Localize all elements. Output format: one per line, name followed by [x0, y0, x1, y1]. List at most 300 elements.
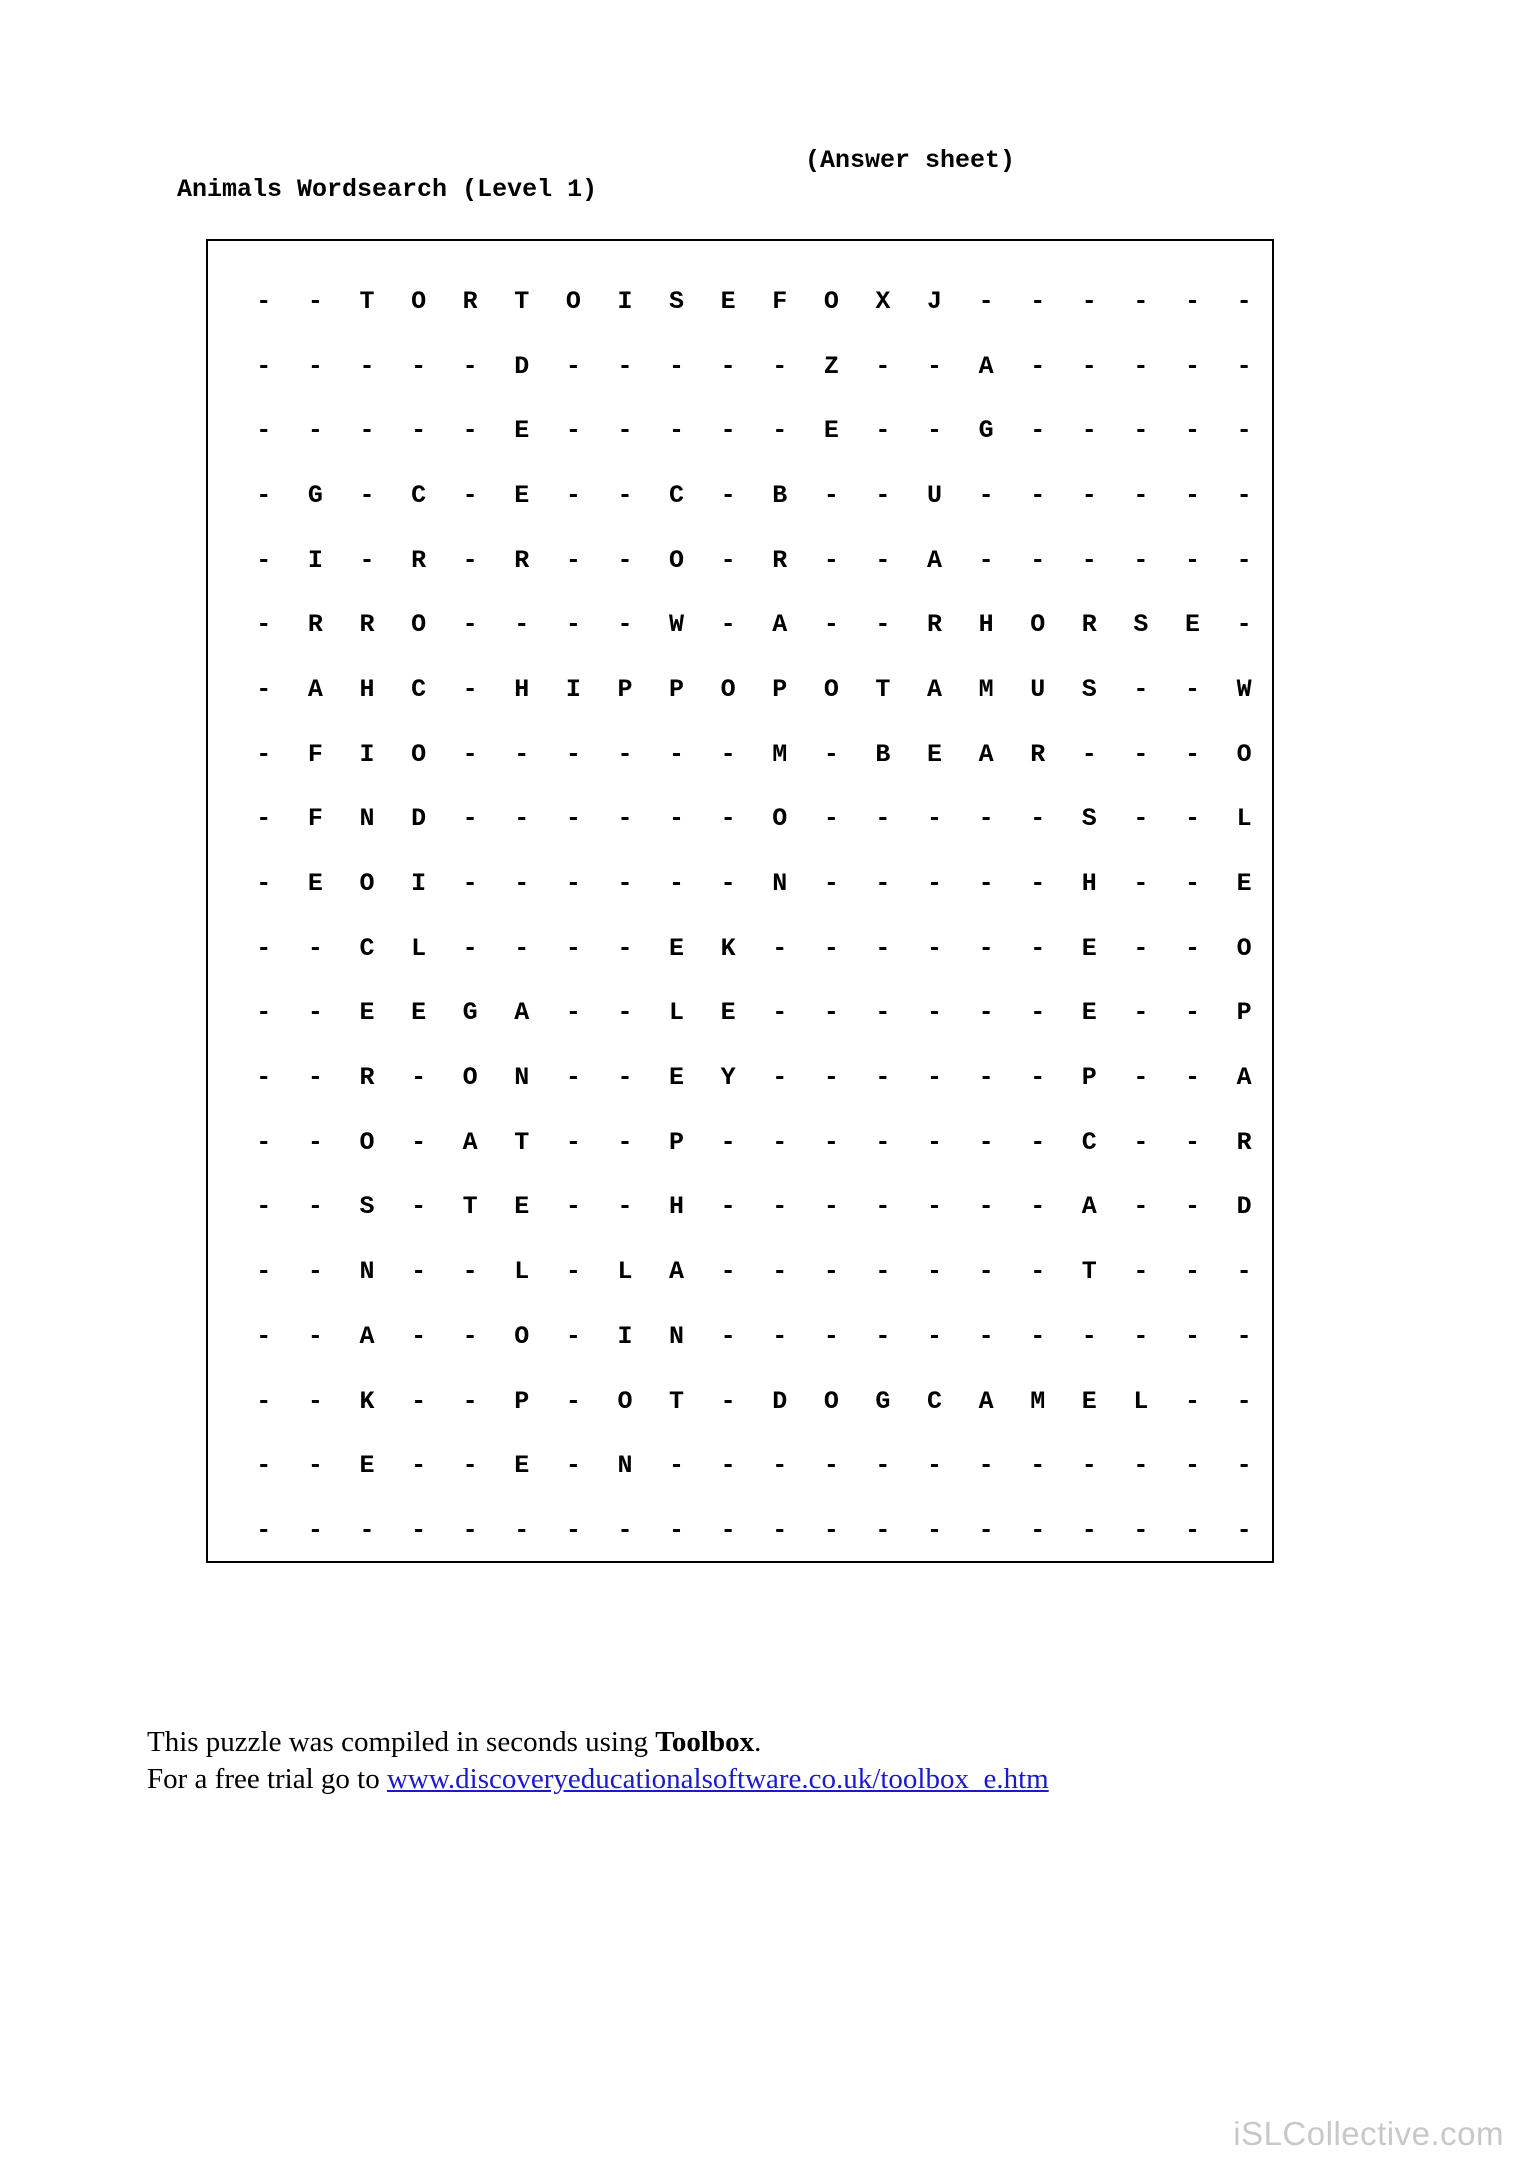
grid-cell: - [1133, 1257, 1149, 1287]
grid-cell: H [1081, 869, 1097, 899]
grid-cell: - [359, 1515, 375, 1545]
grid-cell: - [823, 1257, 839, 1287]
grid-cell: - [1133, 545, 1149, 575]
grid-cell: F [307, 804, 323, 834]
grid-cell: - [256, 1386, 272, 1416]
grid-cell: I [617, 1321, 633, 1351]
grid-cell: A [1236, 1063, 1252, 1093]
grid-cell: - [1030, 804, 1046, 834]
grid-cell: - [823, 1515, 839, 1545]
grid-row [238, 1498, 1270, 1563]
grid-cell: - [256, 998, 272, 1028]
grid-cell: - [1236, 1321, 1252, 1351]
grid-cell: - [1184, 933, 1200, 963]
grid-cell: R [359, 610, 375, 640]
grid-cell: - [1030, 1063, 1046, 1093]
grid-cell: - [1030, 1321, 1046, 1351]
grid-cell: - [1133, 286, 1149, 316]
grid-cell: L [669, 998, 685, 1028]
grid-cell: - [462, 869, 478, 899]
grid-cell: P [772, 674, 788, 704]
grid-cell: - [1184, 480, 1200, 510]
grid-cell: - [307, 1127, 323, 1157]
grid-cell: - [1236, 286, 1252, 316]
grid-cell: - [927, 1063, 943, 1093]
grid-cell: K [359, 1386, 375, 1416]
answer-sheet-label: (Answer sheet) [805, 146, 1016, 175]
grid-row [238, 1045, 1270, 1110]
grid-cell: - [256, 869, 272, 899]
grid-cell: - [875, 545, 891, 575]
grid-cell: E [1081, 1386, 1097, 1416]
grid-cell: - [1133, 739, 1149, 769]
grid-cell: - [1236, 1386, 1252, 1416]
grid-cell: G [462, 998, 478, 1028]
grid-cell: - [669, 804, 685, 834]
grid-cell: - [875, 1451, 891, 1481]
grid-cell: J [927, 286, 943, 316]
grid-cell: - [462, 1515, 478, 1545]
grid-cell: - [978, 1127, 994, 1157]
grid-cell: - [720, 1257, 736, 1287]
toolbox-link[interactable]: www.discoveryeducationalsoftware.co.uk/toolbox_e.htm [386, 1763, 1049, 1795]
grid-row [238, 1433, 1270, 1498]
grid-cell: - [411, 416, 427, 446]
grid-cell: B [772, 480, 788, 510]
grid-cell: - [772, 351, 788, 381]
grid-cell: A [359, 1321, 375, 1351]
grid-cell: M [1030, 1386, 1046, 1416]
grid-cell: - [1030, 869, 1046, 899]
grid-cell: - [772, 933, 788, 963]
grid-cell: - [411, 1386, 427, 1416]
grid-cell: E [669, 1063, 685, 1093]
grid-cell: O [1030, 610, 1046, 640]
grid-cell: E [411, 998, 427, 1028]
grid-cell: - [669, 416, 685, 446]
grid-cell: A [514, 998, 530, 1028]
grid-cell: O [1236, 739, 1252, 769]
grid-cell: - [927, 416, 943, 446]
grid-cell: - [1030, 933, 1046, 963]
grid-cell: - [359, 416, 375, 446]
grid-cell: U [927, 480, 943, 510]
grid-cell: S [359, 1192, 375, 1222]
grid-cell: - [617, 869, 633, 899]
grid-cell: - [978, 1063, 994, 1093]
grid-cell: S [669, 286, 685, 316]
grid-cell: - [565, 1257, 581, 1287]
grid-cell: - [1133, 351, 1149, 381]
grid-cell: - [514, 933, 530, 963]
grid-cell: - [256, 1063, 272, 1093]
grid-cell: - [823, 1063, 839, 1093]
grid-cell: O [720, 674, 736, 704]
grid-cell: C [411, 674, 427, 704]
grid-cell: - [875, 1192, 891, 1222]
grid-cell: - [617, 1192, 633, 1222]
grid-cell: - [462, 416, 478, 446]
grid-cell: S [1081, 804, 1097, 834]
grid-cell: H [669, 1192, 685, 1222]
grid-cell: I [411, 869, 427, 899]
wordsearch-grid-box [206, 239, 1274, 1563]
grid-cell: - [617, 416, 633, 446]
grid-cell: A [978, 1386, 994, 1416]
grid-cell: N [772, 869, 788, 899]
grid-cell: - [462, 804, 478, 834]
grid-cell: R [411, 545, 427, 575]
grid-cell: R [1030, 739, 1046, 769]
grid-cell: N [359, 1257, 375, 1287]
grid-cell: E [1081, 933, 1097, 963]
grid-cell: - [875, 480, 891, 510]
grid-cell: - [1133, 1063, 1149, 1093]
grid-cell: C [1081, 1127, 1097, 1157]
grid-cell: - [617, 998, 633, 1028]
grid-cell: - [875, 1257, 891, 1287]
grid-cell: - [256, 1451, 272, 1481]
grid-cell: - [720, 610, 736, 640]
grid-cell: F [772, 286, 788, 316]
grid-cell: - [411, 1257, 427, 1287]
grid-cell: U [1030, 674, 1046, 704]
grid-cell: E [720, 998, 736, 1028]
grid-cell: - [720, 480, 736, 510]
grid-cell: - [1133, 480, 1149, 510]
grid-cell: B [875, 739, 891, 769]
grid-cell: - [720, 1127, 736, 1157]
grid-cell: - [462, 545, 478, 575]
grid-row [238, 657, 1270, 722]
grid-cell: - [1184, 739, 1200, 769]
page-title: Animals Wordsearch (Level 1) [177, 175, 598, 204]
grid-cell: A [772, 610, 788, 640]
grid-cell: - [565, 416, 581, 446]
grid-cell: E [514, 1451, 530, 1481]
grid-cell: - [720, 1386, 736, 1416]
grid-cell: - [307, 1321, 323, 1351]
grid-cell: O [565, 286, 581, 316]
grid-cell: - [823, 1321, 839, 1351]
grid-cell: P [669, 1127, 685, 1157]
grid-cell: - [978, 869, 994, 899]
grid-cell: D [1236, 1192, 1252, 1222]
grid-cell: - [565, 545, 581, 575]
grid-cell: - [514, 804, 530, 834]
grid-cell: - [978, 1192, 994, 1222]
grid-cell: - [565, 1515, 581, 1545]
grid-cell: R [772, 545, 788, 575]
grid-cell: D [772, 1386, 788, 1416]
grid-cell: - [514, 869, 530, 899]
grid-cell: - [617, 351, 633, 381]
grid-cell: - [256, 416, 272, 446]
grid-cell: - [411, 351, 427, 381]
grid-cell: E [669, 933, 685, 963]
grid-cell: - [359, 545, 375, 575]
grid-cell: - [823, 610, 839, 640]
grid-cell: T [514, 286, 530, 316]
grid-cell: - [1184, 1127, 1200, 1157]
grid-cell: I [359, 739, 375, 769]
grid-cell: - [307, 1451, 323, 1481]
grid-cell: W [669, 610, 685, 640]
grid-cell: - [978, 286, 994, 316]
grid-cell: - [1081, 286, 1097, 316]
grid-row [238, 1369, 1270, 1434]
grid-cell: D [411, 804, 427, 834]
grid-cell: - [1184, 998, 1200, 1028]
grid-cell: - [411, 1192, 427, 1222]
grid-cell: - [927, 1257, 943, 1287]
grid-cell: C [411, 480, 427, 510]
grid-cell: I [307, 545, 323, 575]
grid-cell: H [978, 610, 994, 640]
grid-cell: - [875, 1063, 891, 1093]
grid-cell: C [359, 933, 375, 963]
grid-cell: - [1081, 739, 1097, 769]
grid-cell: - [1030, 545, 1046, 575]
grid-cell: E [823, 416, 839, 446]
grid-cell: L [514, 1257, 530, 1287]
grid-cell: - [565, 998, 581, 1028]
grid-cell: - [1030, 1451, 1046, 1481]
grid-cell: - [256, 804, 272, 834]
worksheet-header [147, 146, 1016, 233]
grid-cell: L [1133, 1386, 1149, 1416]
grid-cell: P [514, 1386, 530, 1416]
grid-cell: - [823, 1127, 839, 1157]
grid-cell: F [307, 739, 323, 769]
grid-cell: - [1030, 286, 1046, 316]
grid-cell: - [1133, 674, 1149, 704]
grid-cell: - [823, 545, 839, 575]
grid-cell: L [1236, 804, 1252, 834]
grid-cell: - [720, 1451, 736, 1481]
grid-cell: - [462, 1386, 478, 1416]
grid-cell: - [617, 480, 633, 510]
grid-row [238, 1239, 1270, 1304]
grid-cell: P [1081, 1063, 1097, 1093]
grid-row [238, 463, 1270, 528]
grid-cell: - [256, 286, 272, 316]
footer [147, 1724, 1049, 1798]
grid-cell: - [256, 480, 272, 510]
grid-cell: - [462, 1451, 478, 1481]
grid-cell: - [1030, 416, 1046, 446]
grid-cell: - [307, 1063, 323, 1093]
grid-cell: C [669, 480, 685, 510]
grid-cell: - [875, 416, 891, 446]
wordsearch-grid [238, 269, 1270, 1563]
grid-cell: - [1081, 1321, 1097, 1351]
grid-cell: O [359, 1127, 375, 1157]
grid-cell: R [1081, 610, 1097, 640]
grid-cell: - [1184, 1192, 1200, 1222]
grid-cell: - [1081, 545, 1097, 575]
grid-cell: E [720, 286, 736, 316]
grid-cell: C [927, 1386, 943, 1416]
grid-cell: - [514, 739, 530, 769]
grid-cell: A [669, 1257, 685, 1287]
grid-cell: - [927, 1127, 943, 1157]
grid-cell: - [875, 804, 891, 834]
grid-cell: - [1030, 1515, 1046, 1545]
grid-cell: R [514, 545, 530, 575]
grid-row [238, 269, 1270, 334]
grid-cell: - [1184, 1257, 1200, 1287]
grid-cell: - [1184, 1515, 1200, 1545]
grid-cell: - [927, 1451, 943, 1481]
grid-cell: - [565, 1321, 581, 1351]
grid-cell: - [411, 1515, 427, 1545]
grid-cell: A [927, 674, 943, 704]
grid-cell: - [1030, 480, 1046, 510]
grid-cell: - [1133, 998, 1149, 1028]
grid-cell: N [514, 1063, 530, 1093]
grid-cell: A [978, 351, 994, 381]
grid-cell: Y [720, 1063, 736, 1093]
grid-cell: - [462, 739, 478, 769]
grid-cell: - [307, 351, 323, 381]
grid-cell: P [669, 674, 685, 704]
grid-cell: E [1184, 610, 1200, 640]
grid-cell: - [411, 1451, 427, 1481]
grid-cell: R [927, 610, 943, 640]
grid-cell: - [411, 1127, 427, 1157]
grid-cell: S [1081, 674, 1097, 704]
grid-cell: - [1184, 1451, 1200, 1481]
grid-cell: O [823, 1386, 839, 1416]
grid-cell: - [823, 1192, 839, 1222]
grid-cell: M [772, 739, 788, 769]
grid-row [238, 722, 1270, 787]
grid-cell: D [514, 351, 530, 381]
grid-cell: - [927, 1192, 943, 1222]
grid-cell: L [617, 1257, 633, 1287]
grid-cell: O [823, 286, 839, 316]
grid-cell: E [359, 1451, 375, 1481]
grid-cell: - [307, 416, 323, 446]
watermark: iSLCollective.com [1233, 2115, 1504, 2152]
grid-row [238, 592, 1270, 657]
grid-cell: N [359, 804, 375, 834]
grid-cell: L [411, 933, 427, 963]
grid-cell: A [307, 674, 323, 704]
grid-cell: - [256, 1321, 272, 1351]
grid-cell: R [359, 1063, 375, 1093]
footer-period: . [754, 1726, 762, 1758]
grid-cell: - [875, 1321, 891, 1351]
grid-cell: - [927, 351, 943, 381]
grid-cell: - [720, 804, 736, 834]
grid-cell: A [1081, 1192, 1097, 1222]
grid-cell: - [978, 933, 994, 963]
grid-cell: - [823, 933, 839, 963]
grid-cell: G [978, 416, 994, 446]
grid-cell: - [772, 1321, 788, 1351]
grid-cell: - [720, 416, 736, 446]
grid-cell: - [1081, 351, 1097, 381]
grid-cell: - [1236, 1451, 1252, 1481]
grid-cell: E [514, 480, 530, 510]
grid-cell: - [669, 869, 685, 899]
grid-cell: - [772, 1515, 788, 1545]
grid-cell: - [772, 1257, 788, 1287]
grid-cell: A [462, 1127, 478, 1157]
grid-cell: - [307, 1515, 323, 1545]
grid-cell: - [823, 804, 839, 834]
grid-cell: - [1030, 1192, 1046, 1222]
grid-cell: - [565, 804, 581, 834]
toolbox-brand: Toolbox [655, 1726, 755, 1758]
grid-cell: - [927, 1515, 943, 1545]
grid-cell: - [772, 998, 788, 1028]
grid-cell: - [565, 1063, 581, 1093]
grid-cell: - [1133, 1451, 1149, 1481]
grid-cell: - [927, 869, 943, 899]
grid-cell: - [927, 998, 943, 1028]
grid-cell: - [617, 1063, 633, 1093]
grid-cell: - [462, 351, 478, 381]
grid-cell: - [1133, 1321, 1149, 1351]
grid-cell: O [411, 739, 427, 769]
grid-cell: - [978, 480, 994, 510]
grid-cell: - [1081, 416, 1097, 446]
grid-cell: T [669, 1386, 685, 1416]
grid-cell: - [978, 545, 994, 575]
grid-cell: - [1236, 610, 1252, 640]
grid-cell: - [256, 1127, 272, 1157]
grid-cell: - [1030, 1257, 1046, 1287]
grid-cell: - [359, 480, 375, 510]
grid-cell: - [823, 739, 839, 769]
grid-cell: - [565, 351, 581, 381]
grid-cell: E [514, 1192, 530, 1222]
grid-cell: - [1133, 1515, 1149, 1545]
grid-cell: E [307, 869, 323, 899]
grid-cell: - [1030, 351, 1046, 381]
grid-cell: - [823, 1451, 839, 1481]
grid-cell: - [1184, 286, 1200, 316]
grid-cell: - [823, 998, 839, 1028]
grid-cell: - [617, 610, 633, 640]
grid-cell: - [1030, 998, 1046, 1028]
grid-row [238, 851, 1270, 916]
grid-cell: S [1133, 610, 1149, 640]
grid-cell: - [1133, 804, 1149, 834]
grid-cell: - [1236, 351, 1252, 381]
grid-cell: - [823, 480, 839, 510]
grid-cell: O [462, 1063, 478, 1093]
grid-cell: - [978, 1451, 994, 1481]
grid-row [238, 528, 1270, 593]
grid-row [238, 787, 1270, 852]
grid-cell: - [617, 933, 633, 963]
grid-cell: - [565, 1386, 581, 1416]
grid-cell: - [1236, 1515, 1252, 1545]
grid-cell: - [359, 351, 375, 381]
grid-cell: - [875, 610, 891, 640]
grid-cell: - [411, 1321, 427, 1351]
grid-cell: O [617, 1386, 633, 1416]
grid-row [238, 1110, 1270, 1175]
grid-cell: - [617, 545, 633, 575]
grid-cell: - [307, 286, 323, 316]
grid-cell: - [875, 933, 891, 963]
grid-cell: E [1081, 998, 1097, 1028]
